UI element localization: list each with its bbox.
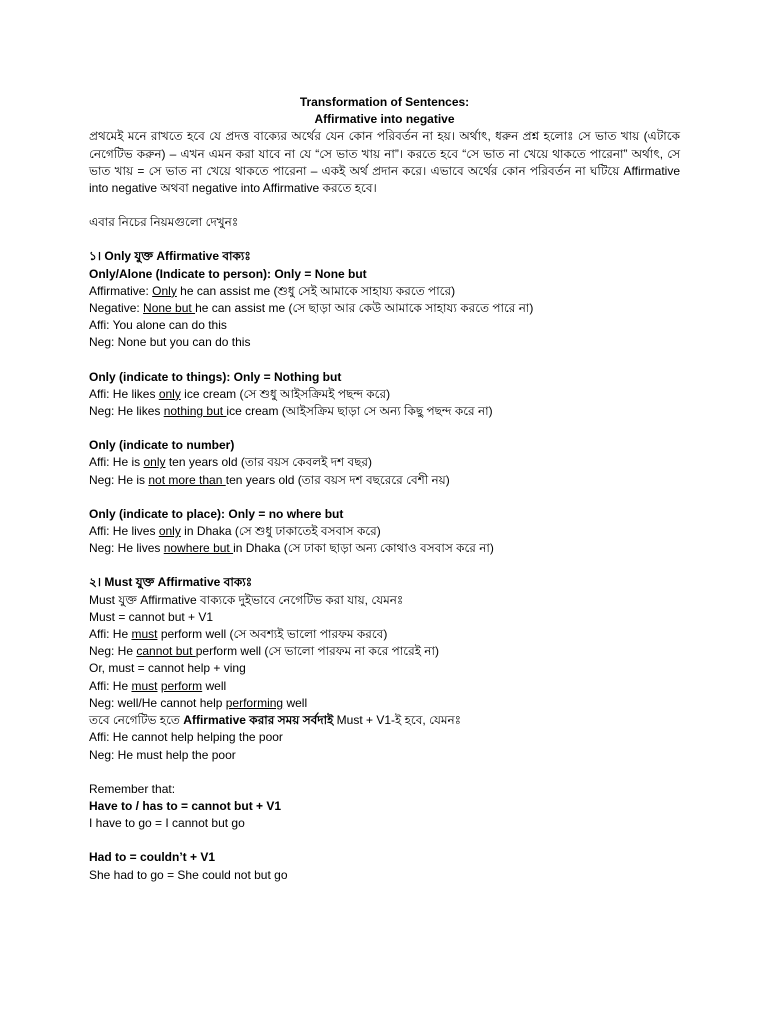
rules-intro: এবার নিচের নিয়মগুলো দেখুনঃ [89,215,239,230]
example-line: Must যুক্ত Affirmative বাক্যকে দুইভাবে নেগেটিভ করা যায়, যেমনঃ [89,592,404,607]
rule-have-to: Have to / has to = cannot but + V1 [89,798,282,813]
section-1-heading: ১। Only যুক্ত Affirmative বাক্যঃ [89,249,251,264]
only-place-heading: Only (indicate to place): Only = no where but [89,506,344,521]
example-line: Neg: well/He cannot help performing well [89,695,308,710]
example-line: Or, must = cannot help + ving [89,661,246,676]
only-person-heading: Only/Alone (Indicate to person): Only = None but [89,266,367,281]
example-line: Must = cannot but + V1 [89,609,214,624]
example-line: Affi: He is only ten years old (তার বয়স কেবলই দশ বছর) [89,455,373,470]
example-line: Neg: He likes nothing but ice cream (আইসক্রিম ছাড়া সে অন্য কিছু পছন্দ করে না) [89,404,493,419]
only-number-heading: Only (indicate to number) [89,438,235,453]
example-line: Affi: You alone can do this [89,318,227,333]
example-line: Neg: He lives nowhere but in Dhaka (সে ঢাকা ছাড়া অন্য কোথাও বসবাস করে না) [89,541,494,556]
example-line: Affi: He lives only in Dhaka (সে শুধু ঢাকাতেই বসবাস করে) [89,524,381,539]
section-2-heading: ২। Must যুক্ত Affirmative বাক্যঃ [89,575,253,590]
example-line: Negative: None but he can assist me (সে ছাড়া আর কেউ আমাকে সাহায্য করতে পারে না) [89,301,534,316]
example-line: Affi: He likes only ice cream (সে শুধু আইসক্রিমই পছন্দ করে) [89,386,391,401]
example-line: I have to go = I cannot but go [89,816,245,831]
example-line: Neg: He is not more than ten years old (তার বয়স দশ বছরেরে বেশী নয়) [89,472,450,487]
doc-title-line-2: Affirmative into negative [314,112,455,127]
remember-label: Remember that: [89,781,176,796]
only-things-heading: Only (indicate to things): Only = Nothing but [89,369,342,384]
intro-paragraph: প্রথমেই মনে রাখতে হবে যে প্রদত্ত বাক্যের অর্থের যেন কোন পরিবর্তন না হয়। অর্থাৎ, ধরুন প্রশ্ন হলোঃ সে ভাত খায় (এটাকে নেগেটিভ করুন) – এখন এমন করা যাবে না যে “সে ভাত খায় না”। করতে হবে “সে ভাত না খেয়ে থাকতে পারেনা” অর্থাৎ, সে ভাত খায় = সে ভাত না খেয়ে থাকতে পারেনা – একই অর্থ প্রদান করে। এভাবে অর্থের কোন পরিবর্তন না ঘটিয়ে Affirmative into negative অথবা negative into Affirmative করতে হবে। [89,129,680,196]
example-line: Affi: He must perform well (সে অবশ্যই ভালো পারফম করবে) [89,627,388,642]
example-line: She had to go = She could not but go [89,867,288,882]
example-line: Neg: None but you can do this [89,335,251,350]
rule-had-to: Had to = couldn’t + V1 [89,850,216,865]
example-line: Neg: He must help the poor [89,747,236,762]
example-line: Affi: He cannot help helping the poor [89,730,283,745]
example-line: Affi: He must perform well [89,678,227,693]
example-line: তবে নেগেটিভ হতে Affirmative করার সময় সর্বদাই Must + V1-ই হবে, যেমনঃ [89,713,462,728]
example-line: Affirmative: Only he can assist me (শুধু সেই আমাকে সাহায্য করতে পারে) [89,283,456,298]
example-line: Neg: He cannot but perform well (সে ভালো পারফম না করে পারেই না) [89,644,439,659]
doc-title-line-1: Transformation of Sentences: [299,95,470,109]
